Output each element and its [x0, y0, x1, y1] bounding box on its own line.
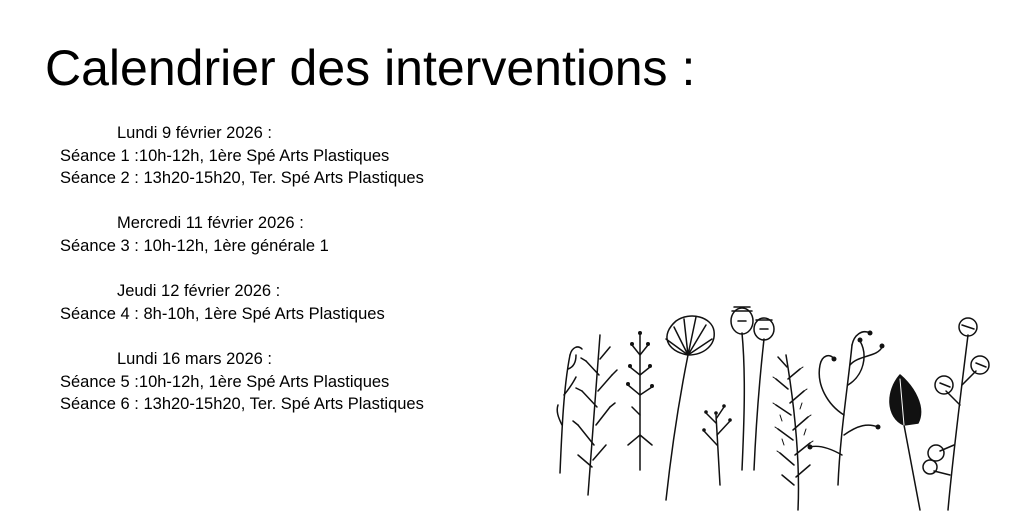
plants-drawing [548, 295, 1008, 517]
day-block [60, 280, 540, 325]
poppy-pod-icon [731, 307, 774, 470]
day-heading: Lundi 16 mars 2026 : [117, 349, 273, 368]
day-heading: Mercredi 11 février 2026 : [117, 214, 304, 233]
botanical-plants-illustration [548, 295, 1008, 517]
day-block [60, 212, 540, 257]
session-line: Séance 1 :10h-12h, 1ère Spé Arts Plastiques [60, 146, 390, 165]
curly-branch-icon [810, 332, 882, 485]
session-line: Séance 3 : 10h-12h, 1ère générale 1 [60, 236, 329, 255]
day-block [60, 348, 540, 416]
session-line: Séance 5 :10h-12h, 1ère Spé Arts Plastiques [60, 372, 390, 391]
cotton-branch-icon [923, 318, 989, 510]
palm-leaf-icon [666, 316, 714, 500]
sprig-icon [704, 407, 730, 485]
berry-stem-icon [628, 335, 652, 470]
day-heading: Jeudi 12 février 2026 : [117, 282, 281, 301]
session-line: Séance 6 : 13h20-15h20, Ter. Spé Arts Plastiques [60, 395, 424, 414]
page-title: Calendrier des interventions : [45, 40, 696, 96]
twig-icon [573, 335, 617, 495]
session-line: Séance 2 : 13h20-15h20, Ter. Spé Arts Plastiques [60, 169, 424, 188]
session-line: Séance 4 : 8h-10h, 1ère Spé Arts Plastiques [60, 304, 385, 323]
schedule-list [60, 122, 540, 438]
grass-stalk-icon [557, 347, 582, 473]
day-heading: Lundi 9 février 2026 : [117, 124, 273, 142]
dark-leaf-icon [890, 375, 921, 510]
day-block [60, 122, 540, 190]
